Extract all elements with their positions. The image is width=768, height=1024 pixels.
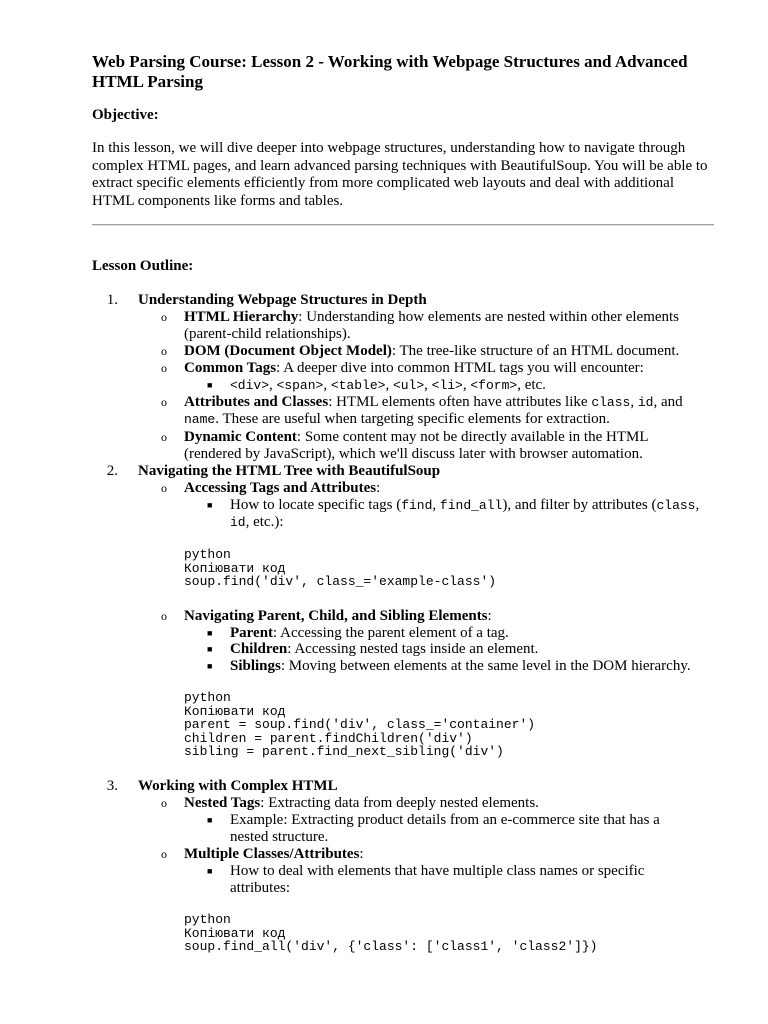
square-bullet-icon: ■ — [207, 628, 213, 638]
code-line: sibling = parent.find_next_sibling('div') — [184, 744, 504, 759]
list-item: Accessing Tags and Attributes: — [184, 480, 381, 496]
copy-code-button[interactable]: Копіювати код — [184, 925, 286, 941]
code-block — [184, 913, 597, 954]
objective-text: In this lesson, we will dive deeper into webpage structures, understanding how to navigate through complex HTML pages, and learn advanced parsing techniques with BeautifulSoup. You will be able to extract specific elements efficiently from more complicated web layouts and deal with additional HTML components like forms and tables. — [92, 140, 708, 209]
code-block — [184, 548, 496, 589]
list-item: Parent: Accessing the parent element of a tag. — [230, 625, 509, 641]
code-language: python — [184, 690, 231, 705]
code-language: python — [184, 547, 231, 562]
section-3-number: 3. — [106, 778, 118, 794]
square-bullet-icon: ■ — [207, 500, 213, 510]
section-1-number: 1. — [106, 292, 118, 308]
copy-code-button[interactable]: Копіювати код — [184, 560, 286, 576]
square-bullet-icon: ■ — [207, 866, 213, 876]
hollow-bullet-icon: o — [161, 430, 167, 444]
copy-code-button[interactable]: Копіювати код — [184, 703, 286, 719]
tags-list: <div>, <span>, <table>, <ul>, <li>, <form>, etc. — [230, 377, 546, 393]
list-item: DOM (Document Object Model): The tree-like structure of an HTML document. — [184, 343, 680, 359]
code-language: python — [184, 912, 231, 927]
code-line: parent = soup.find('div', class_='container') — [184, 717, 536, 732]
hollow-bullet-icon: o — [161, 847, 167, 861]
code-line: soup.find_all('div', {'class': ['class1', 'class2']}) — [184, 939, 598, 954]
hollow-bullet-icon: o — [161, 609, 167, 623]
code-line: soup.find('div', class_='example-class') — [184, 574, 497, 589]
list-item: Nested Tags: Extracting data from deeply nested elements. — [184, 795, 539, 811]
list-item: How to deal with elements that have multiple class names or specific attributes: — [230, 863, 645, 896]
list-item: Children: Accessing nested tags inside an element. — [230, 641, 539, 657]
section-2-title: Navigating the HTML Tree with BeautifulSoup — [138, 463, 441, 479]
objective-label: Objective: — [92, 107, 159, 123]
list-item: HTML Hierarchy: Understanding how elements are nested within other elements (parent-child relationships). — [184, 309, 680, 342]
square-bullet-icon: ■ — [207, 380, 213, 390]
list-item: Common Tags: A deeper dive into common HTML tags you will encounter: — [184, 360, 644, 376]
section-2-number: 2. — [106, 463, 118, 479]
list-item: Example: Extracting product details from an e-commerce site that has a nested structure. — [230, 812, 660, 845]
hollow-bullet-icon: o — [161, 796, 167, 810]
hollow-bullet-icon: o — [161, 361, 167, 375]
list-item: Siblings: Moving between elements at the same level in the DOM hierarchy. — [230, 658, 691, 674]
list-item: Dynamic Content: Some content may not be directly available in the HTML (rendered by JavaScript), which we'll discuss later with browser automation. — [184, 429, 648, 462]
page-title: Web Parsing Course: Lesson 2 - Working with Webpage Structures and Advanced HTML Parsing — [92, 52, 688, 91]
outline-label: Lesson Outline: — [92, 258, 194, 274]
hollow-bullet-icon: o — [161, 310, 167, 324]
list-item: Multiple Classes/Attributes: — [184, 846, 364, 862]
section-1-title: Understanding Webpage Structures in Depth — [138, 292, 427, 308]
square-bullet-icon: ■ — [207, 644, 213, 654]
code-block — [184, 691, 535, 759]
list-item: Attributes and Classes: HTML elements often have attributes like class, id, and name. These are useful when targeting specific elements for extraction. — [184, 394, 683, 427]
square-bullet-icon: ■ — [207, 815, 213, 825]
list-item: How to locate specific tags (find, find_all), and filter by attributes (class, id, etc.): — [230, 497, 700, 530]
list-item: Navigating Parent, Child, and Sibling Elements: — [184, 608, 492, 624]
code-line: children = parent.findChildren('div') — [184, 730, 473, 746]
hollow-bullet-icon: o — [161, 395, 167, 409]
square-bullet-icon: ■ — [207, 661, 213, 671]
hollow-bullet-icon: o — [161, 344, 167, 358]
section-divider — [92, 224, 714, 226]
hollow-bullet-icon: o — [161, 481, 167, 495]
section-3-title: Working with Complex HTML — [138, 778, 338, 794]
